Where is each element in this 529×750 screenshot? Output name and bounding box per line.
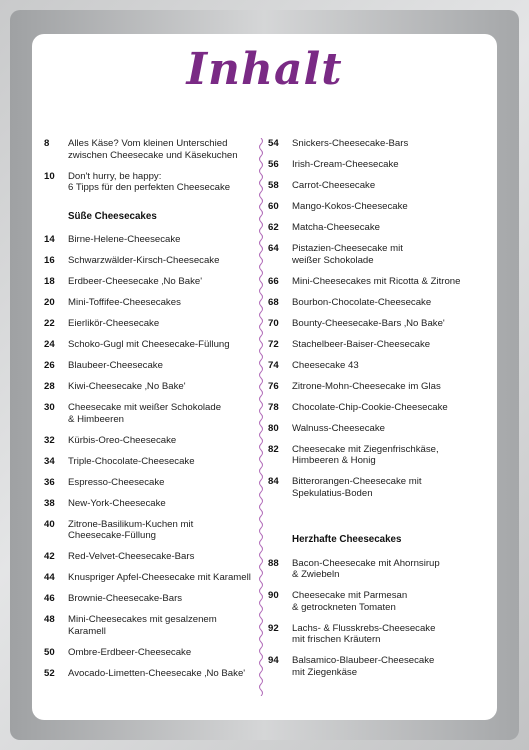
entry-line: Cheesecake 43 — [292, 359, 359, 371]
toc-entry[interactable] — [44, 402, 252, 425]
entry-title — [292, 423, 490, 435]
entry-title — [68, 276, 252, 288]
page-number: 10 — [44, 170, 55, 182]
entry-line: Carrot-Cheesecake — [292, 180, 376, 191]
entry-title — [292, 402, 490, 414]
toc-entry[interactable] — [268, 222, 490, 234]
entry-line: Schoko-Gugl mit Cheesecake-Füllung — [68, 339, 230, 350]
toc-entry[interactable] — [268, 339, 490, 351]
entry-line: Triple-Chocolate-Cheesecake — [68, 455, 195, 467]
toc-entry[interactable] — [268, 243, 490, 266]
entry-title — [292, 590, 490, 613]
toc-entry[interactable] — [44, 593, 252, 605]
page-number: 68 — [268, 296, 279, 308]
toc-entry[interactable] — [44, 519, 252, 542]
intro-list — [44, 138, 252, 194]
page-number: 38 — [44, 497, 55, 509]
entry-line: Cheesecake mit Ziegenfrischkäse, — [292, 443, 439, 455]
entry-title — [68, 477, 252, 489]
entry-line: Red-Velvet-Cheesecake-Bars — [68, 551, 195, 562]
toc-entry[interactable] — [44, 551, 252, 563]
page-title: Inhalt — [186, 44, 343, 95]
entry-line: & Himbeeren — [68, 413, 124, 425]
toc-entry[interactable] — [44, 572, 252, 584]
toc-entry[interactable] — [44, 339, 252, 351]
page-number: 52 — [44, 667, 55, 679]
toc-entry[interactable] — [44, 255, 252, 267]
toc-entry[interactable] — [268, 201, 490, 213]
page-number: 36 — [44, 476, 55, 488]
toc-column-right — [268, 138, 490, 688]
toc-entry[interactable] — [268, 423, 490, 435]
toc-entry[interactable] — [268, 402, 490, 414]
toc-entry[interactable] — [44, 435, 252, 447]
entry-line: Brownie-Cheesecake-Bars — [68, 593, 183, 604]
entry-title — [292, 180, 490, 192]
entry-title — [292, 339, 490, 351]
entry-title — [292, 558, 490, 581]
entry-title — [292, 476, 490, 499]
page-number: 16 — [44, 255, 55, 266]
page-number: 92 — [268, 622, 279, 634]
toc-entry[interactable] — [44, 276, 252, 288]
toc-entry[interactable] — [44, 668, 252, 680]
page-number: 60 — [268, 201, 279, 212]
entry-line: Erdbeer-Cheesecake ‚No Bake' — [68, 276, 203, 287]
toc-column-left — [44, 138, 252, 689]
page-number: 58 — [268, 180, 279, 191]
page-number: 66 — [268, 275, 279, 287]
entry-title — [68, 668, 252, 680]
entry-title — [68, 402, 252, 425]
page-number: 70 — [268, 317, 279, 329]
toc-entry[interactable] — [44, 138, 252, 161]
entry-line: Walnuss-Cheesecake — [292, 422, 385, 434]
entry-line: Eierlikör-Cheesecake — [68, 318, 160, 329]
entry-line: Schwarzwälder-Kirsch-Cheesecake — [68, 255, 220, 266]
page-number: 18 — [44, 276, 55, 287]
page-number: 62 — [268, 222, 279, 233]
toc-entry[interactable] — [268, 138, 490, 150]
entry-line: Stachelbeer-Baiser-Cheesecake — [292, 338, 431, 350]
entry-title — [292, 444, 490, 467]
savory-list — [268, 558, 490, 679]
entry-line: New-York-Cheesecake — [68, 497, 166, 509]
entry-title — [68, 339, 252, 351]
page-number: 22 — [44, 318, 55, 329]
page-number: 82 — [268, 443, 279, 455]
entry-line: Mini-Cheesecakes mit Ricotta & Zitrone — [292, 275, 461, 287]
entry-line: Knuspriger Apfel-Cheesecake mit Karamell — [68, 572, 251, 583]
entry-title — [68, 318, 252, 330]
toc-entry[interactable] — [268, 590, 490, 613]
page-number: 80 — [268, 422, 279, 434]
toc-entry[interactable] — [44, 477, 252, 489]
entry-line: Himbeeren & Honig — [292, 455, 376, 466]
entry-line: Avocado-Limetten-Cheesecake ‚No Bake' — [68, 667, 246, 679]
page-number: 42 — [44, 551, 55, 562]
entry-line: Pistazien-Cheesecake mit — [292, 243, 403, 254]
entry-line: Ombre-Erdbeer-Cheesecake — [68, 646, 192, 658]
toc-entry[interactable] — [268, 476, 490, 499]
entry-title — [68, 171, 252, 194]
page-number: 32 — [44, 434, 55, 446]
entry-title — [68, 435, 252, 447]
entry-line: Cheesecake mit Parmesan — [292, 590, 408, 601]
entry-line: Snickers-Cheesecake-Bars — [292, 138, 409, 149]
page-number: 46 — [44, 593, 55, 604]
toc-entry[interactable] — [44, 318, 252, 330]
entry-title — [68, 234, 252, 246]
entry-line: weißer Schokolade — [292, 254, 374, 266]
entry-title — [68, 572, 252, 584]
toc-entry[interactable] — [44, 456, 252, 468]
sweet-list — [44, 234, 252, 679]
entry-line: & Zwiebeln — [292, 569, 340, 580]
entry-line: Alles Käse? Vom kleinen Unterschied — [68, 138, 228, 149]
toc-entry[interactable] — [268, 159, 490, 171]
page-number: 78 — [268, 401, 279, 413]
page-number: 64 — [268, 243, 279, 254]
entry-line: Cheesecake mit weißer Schokolade — [68, 402, 222, 413]
entry-line: Kürbis-Oreo-Cheesecake — [68, 434, 177, 446]
page-number: 56 — [268, 159, 279, 170]
entry-title — [68, 593, 252, 605]
wavy-divider — [258, 138, 264, 696]
entry-line: Kiwi-Cheesecake ‚No Bake' — [68, 381, 186, 392]
page-number: 14 — [44, 234, 55, 245]
entry-line: Irish-Cream-Cheesecake — [292, 159, 399, 170]
toc-entry[interactable] — [268, 623, 490, 646]
entry-line: Blaubeer-Cheesecake — [68, 360, 163, 371]
page-number: 94 — [268, 655, 279, 666]
entry-title — [68, 297, 252, 309]
entry-line: Don't hurry, be happy: — [68, 170, 162, 182]
page-number: 84 — [268, 476, 279, 487]
entry-title — [292, 201, 490, 213]
page-number: 72 — [268, 338, 279, 350]
entry-title — [292, 222, 490, 234]
page-number: 48 — [44, 614, 55, 625]
toc-entry[interactable] — [44, 381, 252, 393]
page-number: 54 — [268, 138, 279, 149]
entry-line: Zitrone-Basilikum-Kuchen mit — [68, 518, 194, 530]
entry-title — [292, 623, 490, 646]
entry-line: mit Ziegenkäse — [292, 666, 358, 678]
section-heading-savory: Herzhafte Cheesecakes — [292, 534, 402, 545]
page-number: 50 — [44, 646, 55, 658]
toc-entry[interactable] — [44, 647, 252, 659]
toc-entry[interactable] — [44, 498, 252, 510]
page-number: 40 — [44, 518, 55, 530]
page-number: 34 — [44, 455, 55, 467]
entry-title — [292, 655, 490, 678]
entry-line: & getrockneten Tomaten — [292, 601, 396, 613]
entry-title — [68, 381, 252, 393]
entry-line: Matcha-Cheesecake — [292, 222, 380, 233]
entry-line: Lachs- & Flusskrebs-Cheesecake — [292, 622, 436, 634]
entry-line: Cheesecake-Füllung — [68, 530, 156, 541]
toc-entry[interactable] — [268, 297, 490, 309]
entry-line: Mini-Toffifee-Cheesecakes — [68, 297, 181, 308]
entry-title — [68, 647, 252, 659]
entry-title — [68, 498, 252, 510]
toc-entry[interactable] — [44, 297, 252, 309]
entry-line: Chocolate-Chip-Cookie-Cheesecake — [292, 401, 448, 413]
page-number: 20 — [44, 297, 55, 308]
entry-title — [292, 360, 490, 372]
entry-line: Birne-Helene-Cheesecake — [68, 234, 181, 245]
page-number: 26 — [44, 360, 55, 371]
entry-line: Espresso-Cheesecake — [68, 476, 165, 488]
toc-entry[interactable] — [268, 558, 490, 581]
page-number: 88 — [268, 557, 279, 569]
entry-title — [292, 276, 490, 288]
entry-title — [292, 297, 490, 309]
entry-line: Bitterorangen-Cheesecake mit — [292, 476, 422, 487]
page-number: 44 — [44, 572, 55, 583]
entry-line: Bourbon-Chocolate-Cheesecake — [292, 296, 432, 308]
toc-entry[interactable] — [268, 655, 490, 678]
entry-title — [68, 614, 252, 637]
entry-title — [68, 456, 252, 468]
entry-title — [292, 159, 490, 171]
entry-title — [292, 138, 490, 150]
entry-line: Balsamico-Blaubeer-Cheesecake — [292, 655, 435, 666]
toc-entry[interactable] — [44, 614, 252, 637]
entry-line: zwischen Cheesecake und Käsekuchen — [68, 149, 238, 161]
entry-title — [68, 551, 252, 563]
toc-entry[interactable] — [268, 276, 490, 288]
toc-entry[interactable] — [44, 171, 252, 194]
entry-title — [68, 138, 252, 161]
entry-line: mit frischen Kräutern — [292, 634, 381, 645]
entry-title — [292, 243, 490, 266]
more-sweet-list — [268, 138, 490, 499]
entry-line: Bacon-Cheesecake mit Ahornsirup — [292, 557, 440, 569]
entry-line: 6 Tipps für den perfekten Cheesecake — [68, 182, 231, 193]
toc-entry[interactable] — [44, 360, 252, 372]
entry-line: Mini-Cheesecakes mit gesalzenem Karamell — [68, 614, 217, 637]
entry-title — [292, 318, 490, 330]
toc-entry[interactable] — [268, 444, 490, 467]
entry-line: Spekulatius-Boden — [292, 487, 373, 499]
page-number: 74 — [268, 359, 279, 371]
entry-title — [68, 360, 252, 372]
section-heading-sweet: Süße Cheesecakes — [68, 210, 157, 222]
toc-entry[interactable] — [268, 360, 490, 372]
entry-line: Zitrone-Mohn-Cheesecake im Glas — [292, 380, 441, 392]
entry-line: Bounty-Cheesecake-Bars ‚No Bake' — [292, 317, 445, 329]
toc-entry[interactable] — [268, 381, 490, 393]
page-number: 90 — [268, 590, 279, 601]
page-number: 30 — [44, 402, 55, 413]
entry-title — [68, 255, 252, 267]
toc-entry[interactable] — [268, 318, 490, 330]
toc-entry[interactable] — [44, 234, 252, 246]
toc-entry[interactable] — [268, 180, 490, 192]
entry-title — [68, 519, 252, 542]
entry-title — [292, 381, 490, 393]
page-number: 8 — [44, 138, 50, 149]
page-number: 28 — [44, 381, 55, 392]
entry-line: Mango-Kokos-Cheesecake — [292, 201, 408, 212]
page-number: 24 — [44, 339, 55, 350]
page-number: 76 — [268, 380, 279, 392]
